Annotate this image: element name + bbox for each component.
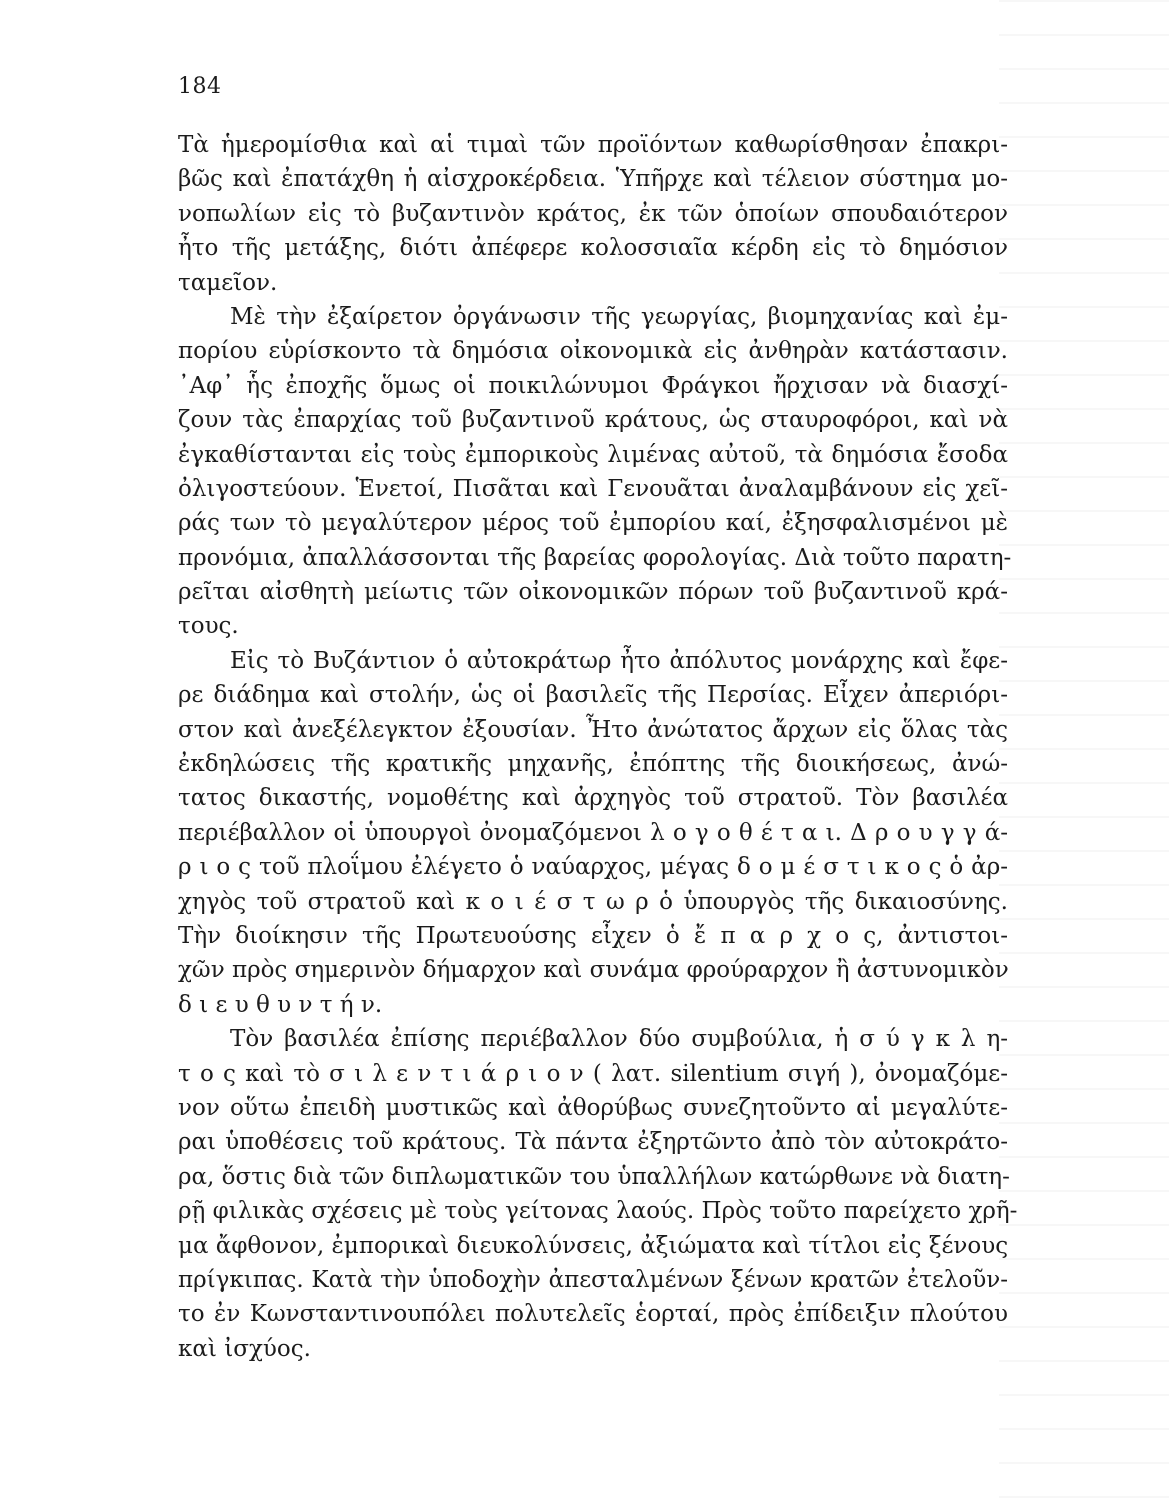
text-line: τ ο ς καὶ τὸ σ ι λ ε ν τ ι ά ρ ι ο ν ( λατ. silentium σιγή ), ὀνομαζόμε-: [178, 1060, 1008, 1087]
text-line: στον καὶ ἀνεξέλεγκτον ἐξουσίαν. Ἦτο ἀνώτατος ἄρχων εἰς ὅλας τὰς: [178, 716, 1008, 743]
bleed-through-shadow: [999, 0, 1169, 1500]
text-line: ᾿Αφ᾿ ἧς ἐποχῆς ὅμως οἱ ποικιλώνυμοι Φράγκοι ἤρχισαν νὰ διασχί-: [178, 372, 1008, 399]
text-line: μα ἄφθονον, ἐμπορικαὶ διευκολύνσεις, ἀξιώματα καὶ τίτλοι εἰς ξένους: [178, 1232, 1009, 1259]
text-line: προνόμια, ἀπαλλάσσονται τῆς βαρείας φορολογίας. Διὰ τοῦτο παρατη-: [178, 544, 1012, 571]
text-line: το ἐν Κωνσταντινουπόλει πολυτελεῖς ἑορταί, πρὸς ἐπίδειξιν πλούτου: [178, 1301, 1008, 1328]
body-text: [178, 128, 1018, 1366]
text-line: ρεῖται αἰσθητὴ μείωτις τῶν οἰκονομικῶν πόρων τοῦ βυζαντινοῦ κρά-: [178, 579, 1008, 606]
text-line: δ ι ε υ θ υ ν τ ή ν.: [178, 991, 383, 1018]
text-line: ἐγκαθίστανται εἰς τοὺς ἐμπορικοὺς λιμένας αὐτοῦ, τὰ δημόσια ἔσοδα: [178, 441, 1008, 468]
text-line: πρίγκιπας. Κατὰ τὴν ὑποδοχὴν ἀπεσταλμένων ξένων κρατῶν ἐτελοῦν-: [178, 1266, 1008, 1293]
page-number: 184: [178, 74, 222, 99]
text-line: ὀλιγοστεύουν. Ἑνετοί, Πισᾶται καὶ Γενουᾶται ἀναλαμβάνουν εἰς χεῖ-: [178, 475, 1008, 502]
text-line: χῶν πρὸς σημερινὸν δήμαρχον καὶ συνάμα φρούραρχον ἢ ἀστυνομικὸν: [178, 957, 1009, 984]
text-line: ρε διάδημα καὶ στολήν, ὡς οἱ βασιλεῖς τῆς Περσίας. Εἶχεν ἀπεριόρι-: [178, 682, 1008, 709]
text-line: τατος δικαστής, νομοθέτης καὶ ἀρχηγὸς τοῦ στρατοῦ. Τὸν βασιλέα: [178, 785, 1008, 812]
paragraph: [178, 644, 1008, 1022]
paragraph: [178, 1022, 1018, 1366]
text-line: Τὴν διοίκησιν τῆς Πρωτευούσης εἶχεν ὁ ἔ π α ρ χ ο ς, ἀντιστοι-: [178, 922, 1008, 949]
text-line: βῶς καὶ ἐπατάχθη ἡ αἰσχροκέρδεια. Ὑπῆρχε καὶ τέλειον σύστημα μο-: [178, 166, 1008, 193]
text-line: Εἰς τὸ Βυζάντιον ὁ αὐτοκράτωρ ἦτο ἀπόλυτος μονάρχης καὶ ἔφε-: [230, 647, 1008, 674]
text-line: ἦτο τῆς μετάξης, διότι ἀπέφερε κολοσσιαῖα κέρδη εἰς τὸ δημόσιον: [178, 235, 1008, 262]
text-line: περιέβαλλον οἱ ὑπουργοὶ ὀνομαζόμενοι λ ο γ ο θ έ τ α ι. Δ ρ ο υ γ γ ά-: [178, 819, 1008, 846]
text-line: νοπωλίων εἰς τὸ βυζαντινὸν κράτος, ἐκ τῶν ὁποίων σπουδαιότερον: [178, 200, 1008, 227]
text-line: ἐκδηλώσεις τῆς κρατικῆς μηχανῆς, ἐπόπτης τῆς διοικήσεως, ἀνώ-: [178, 751, 1008, 778]
text-line: νον οὕτω ἐπειδὴ μυστικῶς καὶ ἀθορύβως συνεζητοῦντο αἱ μεγαλύτε-: [178, 1094, 1008, 1121]
paragraph: [178, 128, 1008, 300]
text-line: τους.: [178, 613, 239, 640]
text-line: ράς των τὸ μεγαλύτερον μέρος τοῦ ἐμπορίου καί, ἐξησφαλισμένοι μὲ: [178, 510, 1008, 537]
text-line: χηγὸς τοῦ στρατοῦ καὶ κ ο ι έ σ τ ω ρ ὁ ὑπουργὸς τῆς δικαιοσύνης.: [178, 888, 1008, 915]
text-line: Τὸν βασιλέα ἐπίσης περιέβαλλον δύο συμβούλια, ἡ σ ύ γ κ λ η-: [230, 1026, 1008, 1053]
text-line: Τὰ ἡμερομίσθια καὶ αἱ τιμαὶ τῶν προϊόντων καθωρίσθησαν ἐπακρι-: [178, 132, 1008, 158]
text-line: ρ ι ο ς τοῦ πλοΐμου ἐλέγετο ὁ ναύαρχος, μέγας δ ο μ έ σ τ ι κ ο ς ὁ ἀρ-: [178, 854, 1008, 881]
paragraph: [178, 300, 1012, 644]
text-line: ρῇ φιλικὰς σχέσεις μὲ τοὺς γείτονας λαούς. Πρὸς τοῦτο παρείχετο χρῆ-: [178, 1198, 1018, 1225]
text-line: ραι ὑποθέσεις τοῦ κράτους. Τὰ πάντα ἐξηρτῶντο ἀπὸ τὸν αὐτοκράτο-: [178, 1129, 1008, 1156]
text-line: ζουν τὰς ἐπαρχίας τοῦ βυζαντινοῦ κράτους, ὡς σταυροφόροι, καὶ νὰ: [178, 407, 1008, 434]
text-line: ταμεῖον.: [178, 269, 278, 296]
text-line: Μὲ τὴν ἐξαίρετον ὀργάνωσιν τῆς γεωργίας, βιομηχανίας καὶ ἐμ-: [230, 303, 1008, 330]
text-line: πορίου εὑρίσκοντο τὰ δημόσια οἰκονομικὰ εἰς ἀνθηρὰν κατάστασιν.: [178, 338, 1008, 365]
text-line: καὶ ἰσχύος.: [178, 1335, 311, 1362]
text-line: ρα, ὅστις διὰ τῶν διπλωματικῶν του ὑπαλλήλων κατώρθωνε νὰ διατη-: [178, 1163, 1010, 1190]
